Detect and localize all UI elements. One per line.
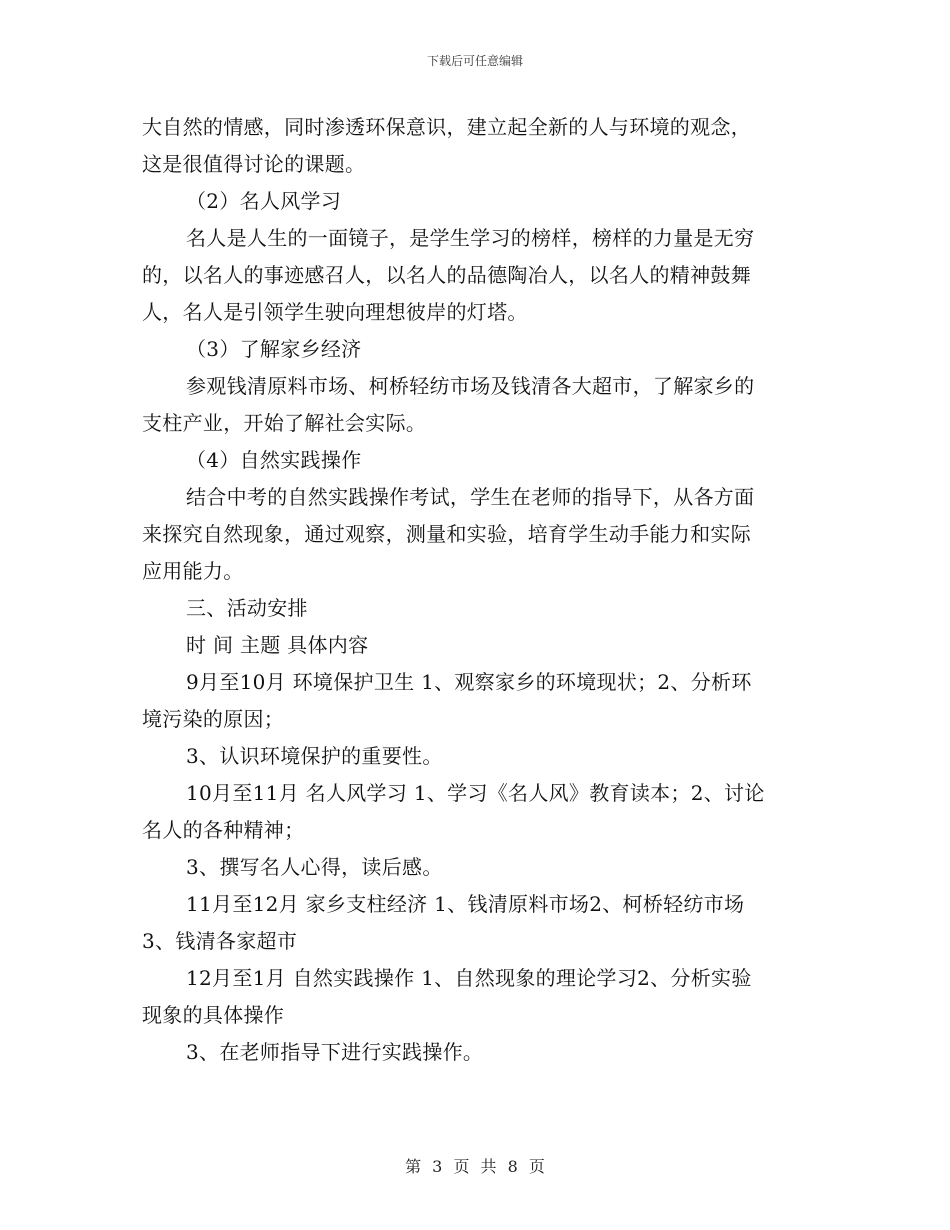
text-line: 3、在老师指导下进行实践操作。 <box>186 1040 484 1064</box>
text-line: 3、认识环境保护的重要性。 <box>186 744 443 768</box>
schedule-row: 9月至10月 环境保护卫生 1、观察家乡的环境现状；2、分析环 <box>186 670 752 694</box>
text-line: 境污染的原因； <box>142 707 285 731</box>
text-line: 支柱产业，开始了解社会实际。 <box>142 411 427 435</box>
text-line: 大自然的情感，同时渗透环保意识，建立起全新的人与环境的观念， <box>142 115 751 139</box>
text-line: 的，以名人的事迹感召人，以名人的品德陶冶人，以名人的精神鼓舞 <box>142 263 751 287</box>
section-heading: （2）名人风学习 <box>186 189 342 213</box>
text-line: 3、撰写名人心得，读后感。 <box>186 855 443 879</box>
text-line: 名人是人生的一面镜子，是学生学习的榜样，榜样的力量是无穷 <box>186 226 755 250</box>
section-heading: （3）了解家乡经济 <box>186 337 362 361</box>
schedule-header: 时 间 主题 具体内容 <box>186 633 369 657</box>
page-header: 下载后可任意编辑 <box>426 54 523 68</box>
text-line: 人，名人是引领学生驶向理想彼岸的灯塔。 <box>142 300 528 324</box>
text-line: 现象的具体操作 <box>142 1003 285 1027</box>
schedule-row: 10月至11月 名人风学习 1、学习《名人风》教育读本；2、讨论 <box>186 781 765 805</box>
schedule-row: 12月至1月 自然实践操作 1、自然现象的理论学习2、分析实验 <box>186 966 752 990</box>
text-line: 应用能力。 <box>142 559 244 583</box>
section-heading: （4）自然实践操作 <box>186 448 362 472</box>
section-heading: 三、活动安排 <box>186 596 308 620</box>
text-line: 参观钱清原料市场、柯桥轻纺市场及钱清各大超市，了解家乡的 <box>186 374 755 398</box>
text-line: 名人的各种精神； <box>142 818 305 842</box>
schedule-row: 11月至12月 家乡支柱经济 1、钱清原料市场2、柯桥轻纺市场 <box>186 892 745 916</box>
document-body <box>142 109 810 1071</box>
text-line: 结合中考的自然实践操作考试，学生在老师的指导下，从各方面 <box>186 485 755 509</box>
text-line: 来探究自然现象，通过观察，测量和实验，培育学生动手能力和实际 <box>142 522 751 546</box>
page-number: 第 3 页 共 8 页 <box>405 1157 545 1176</box>
text-line: 这是很值得讨论的课题。 <box>142 152 366 176</box>
text-line: 3、钱清各家超市 <box>142 929 298 953</box>
